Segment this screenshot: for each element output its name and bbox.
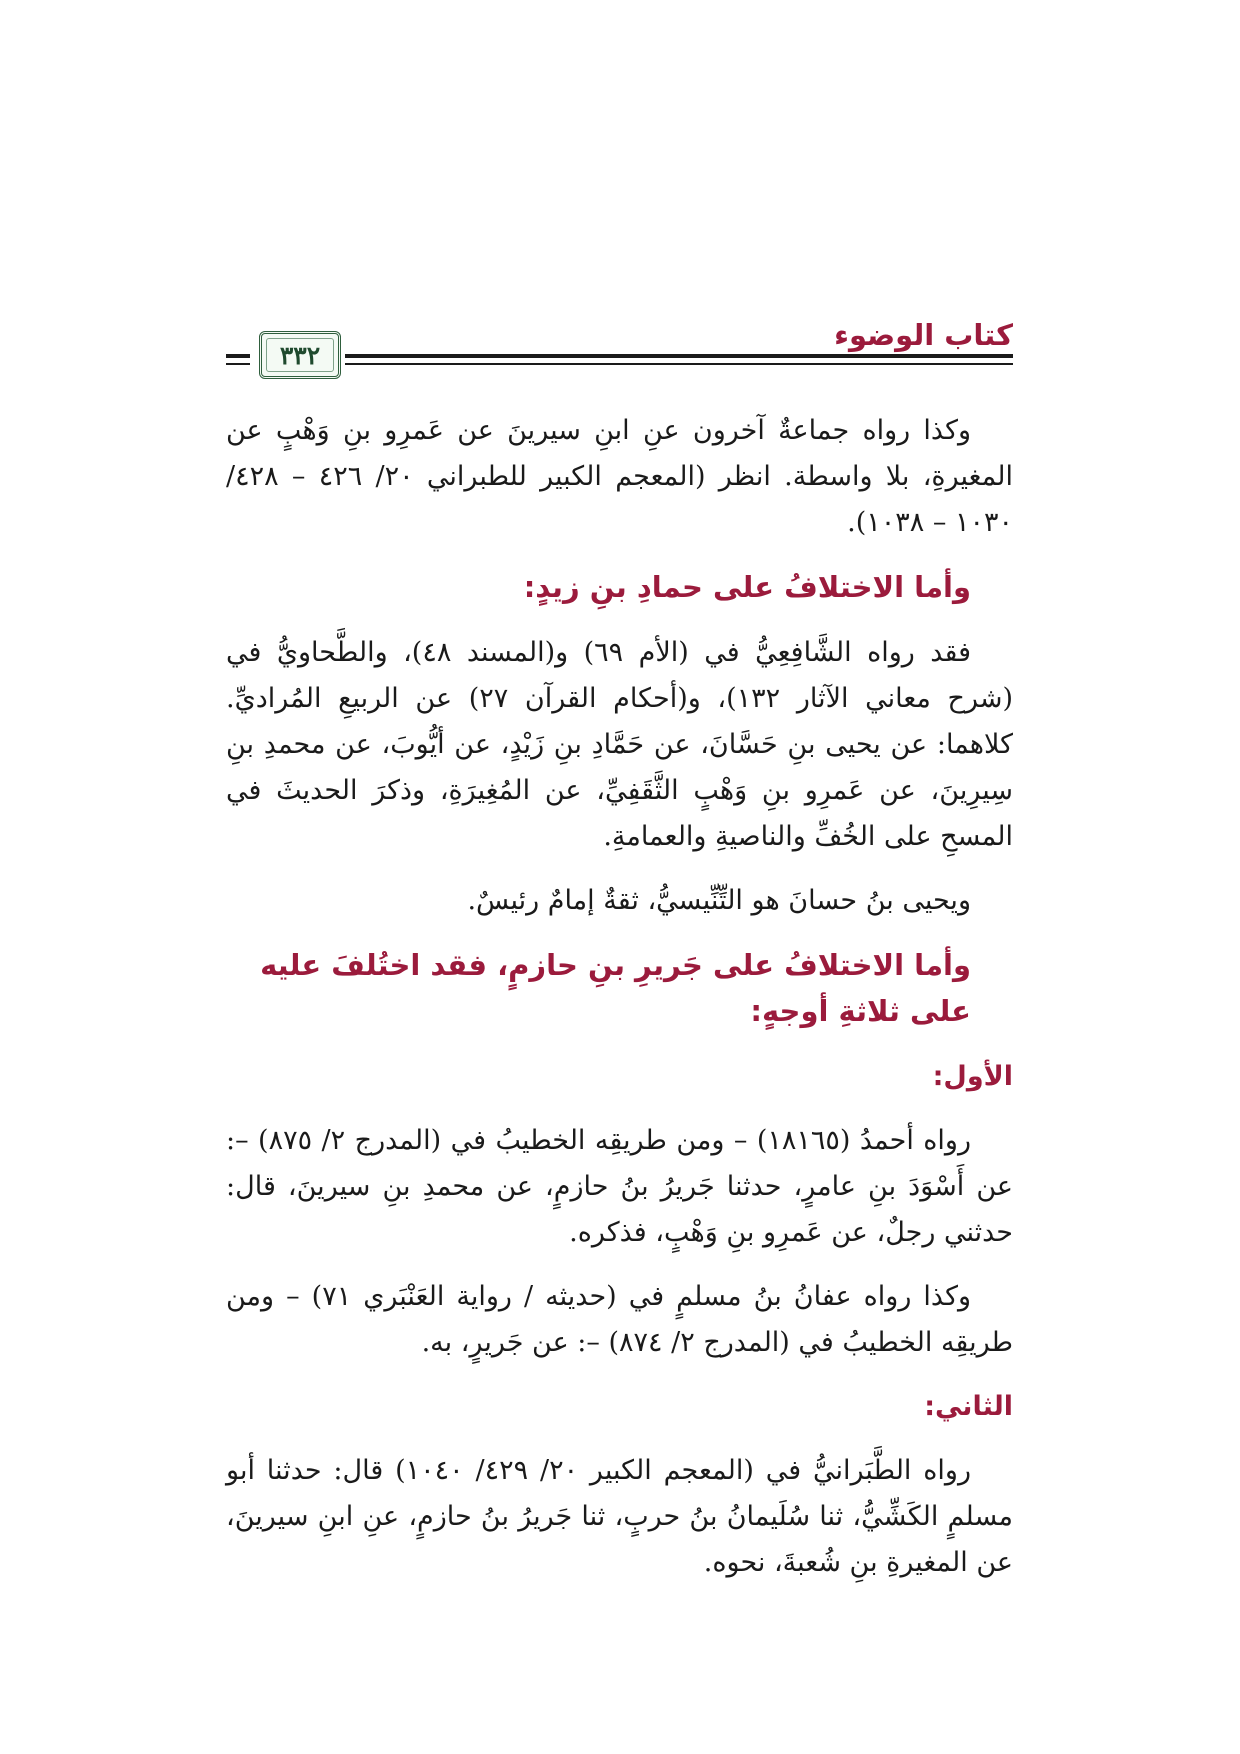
subsection-heading: الأول:	[932, 1061, 1013, 1092]
section-heading: وأما الاختلافُ على جَريرِ بنِ حازمٍ، فقد اختُلفَ عليه على ثلاثةِ أوجهٍ:	[260, 948, 971, 1028]
paragraph: فقد رواه الشَّافِعِيُّ في (الأم ٦٩) و(المسند ٤٨)، والطَّحاويُّ في (شرح معاني الآثار ١٣٢)، و(أحكام القرآن ٢٧) عن الربيعِ المُراديِّ. كلاهما: عن يحيى بنِ حَسَّانَ، عن حَمَّادِ بنِ زَيْدٍ، عن أيُّوبَ، عن محمدِ بنِ سِيرِينَ، عن عَمرِو بنِ وَهْبٍ الثَّقَفِيِّ، عن المُغِيرَةِ، وذكرَ الحديثَ في المسحِ على الخُفِّ والناصيةِ والعمامةِ.	[226, 637, 1013, 852]
header-rule-thin	[345, 363, 1013, 365]
paragraph: رواه الطَّبَرانيُّ في (المعجم الكبير ٢٠/ ٤٢٩/ ١٠٤٠) قال: حدثنا أبو مسلمٍ الكَشِّيُّ، ثنا سُلَيمانُ بنُ حربٍ، ثنا جَريرُ بنُ حازمٍ، عنِ ابنِ سيرينَ، عن المغيرةِ بنِ شُعبةَ، نحوه.	[226, 1455, 1013, 1578]
page-number: ٣٣٢	[279, 340, 321, 370]
paragraph: وكذا رواه عفانُ بنُ مسلمٍ في (حديثه / رواية العَنْبَري ٧١) – ومن طريقِه الخطيبُ في (المدرج ٢/ ٨٧٤) –: عن جَريرٍ، به.	[226, 1281, 1013, 1358]
paragraph: وكذا رواه جماعةٌ آخرون عنِ ابنِ سيرينَ عن عَمرِو بنِ وَهْبٍ عن المغيرةِ، بلا واسطة. انظر (المعجم الكبير للطبراني ٢٠/ ٤٢٦ – ٤٢٨/ ١٠٣٠ – ١٠٣٨).	[226, 415, 1013, 538]
page-number-badge	[259, 331, 341, 379]
paragraph: ويحيى بنُ حسانَ هو التِّنِّيسيُّ، ثقةٌ إمامٌ رئيسٌ.	[467, 885, 971, 916]
section-heading: وأما الاختلافُ على حمادِ بنِ زيدٍ:	[523, 570, 971, 604]
header-rule-left-thin	[226, 363, 250, 365]
paragraph: رواه أحمدُ (١٨١٦٥) – ومن طريقِه الخطيبُ في (المدرج ٢/ ٨٧٥) –: عن أَسْوَدَ بنِ عامرٍ، حدثنا جَريرُ بنُ حازمٍ، عن محمدِ بنِ سيرينَ، قال: حدثني رجلٌ، عن عَمرِو بنِ وَهْبٍ، فذكره.	[226, 1125, 1013, 1248]
chapter-title: كتاب الوضوء	[834, 318, 1013, 352]
subsection-heading: الثاني:	[924, 1391, 1013, 1422]
header-rule-left-thick	[226, 354, 250, 358]
page-body	[226, 408, 1013, 1604]
header-rule-thick	[345, 354, 1013, 358]
page-header	[226, 318, 1013, 394]
